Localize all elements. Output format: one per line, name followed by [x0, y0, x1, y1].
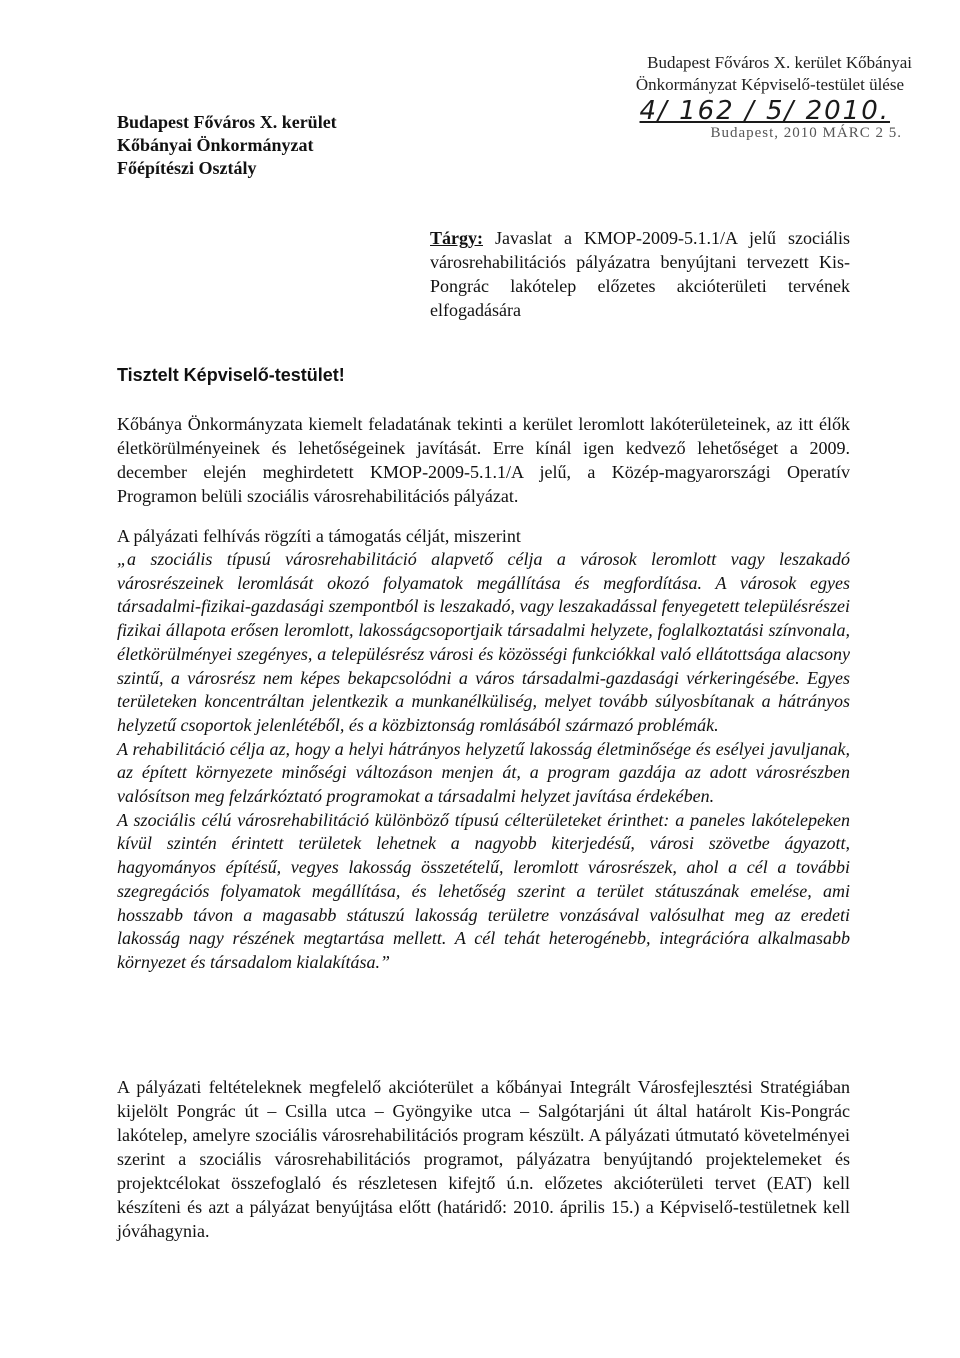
quote-paragraph-3: A szociális célú városrehabilitáció különböző típusú célterületeket érinthet: a paneles lakótelepeken kívül szintén érintett területek lehetnek a nagyobb kiterjedésű, városi szövetbe ágyazott, hagyományos építésű, vegyes lakosság összetételű, leromlott városrészek, ahol a cél a további szegregációs folyamatok megállítása, és lehetőség szerint a terület státuszának emelése, ami hosszabb távon a magasabb státuszú lakosság területre vonzásával valósulhat meg az eredeti lakosság nagy részének megtartása mellett. A cél tehát heterogénebb, integrációra alkalmasabb környezet és társadalom kialakítása.”: [117, 809, 850, 972]
subject-text: Javaslat a KMOP-2009-5.1.1/A jelű szociális városrehabilitációs pályázatra benyújtani tervezett Kis-Pongrác lakótelep előzetes akcióterületi tervének elfogadására: [430, 228, 851, 320]
stamp-date-line: Budapest, 2010 MÁRC 2 5.: [710, 125, 902, 141]
quotation-block: [117, 548, 850, 975]
stamp-line-1: Budapest Főváros X. kerület Kőbányai: [647, 53, 912, 72]
sender-line-1: Budapest Főváros X. kerület: [117, 112, 337, 132]
stamp-line-2: Önkormányzat Képviselő-testület ülése: [635, 75, 904, 94]
sender-line-2: Kőbányai Önkormányzat: [117, 135, 314, 155]
subject-block: [430, 226, 850, 322]
registration-stamp: [612, 52, 912, 144]
quote-paragraph-1: „a szociális típusú városrehabilitáció alapvető célja a városok leromlott vagy leszakadó városrészeinek leromlását okozó folyamatok megállítása és megfordítása. A városok egyes társadalmi-fizikai-gazdasági szempontból is leszakadó, vagy leszakadással fenyegetett településrészei fizikai állapota erősen leromlott, lakosságcsoportjaik társadalmi helyzete, foglalkoztatási színvonala, életkörülményei szegényes, a településrész városi és közösségi funkciókkal való ellátottsága alacsony szintű, a városrész nem képes bekapcsolódni a város társadalmi-gazdasági vérkeringésébe. Egyes területeken koncentráltan jelentkezik a munkanélküliség, melyet tovább súlyosbítanak a hátrányos helyzetű csoportok jelenlétéből, és a közbiztonság romlásából származó problémák.: [117, 549, 850, 735]
subject-label: Tárgy:: [430, 228, 483, 248]
stamp-handwritten-number: 4/ 162 / 5/ 2010.: [639, 96, 890, 126]
sender-block: [117, 111, 337, 180]
paragraph-2-intro: A pályázati felhívás rögzíti a támogatás célját, miszerint: [117, 526, 521, 546]
quote-paragraph-2: A rehabilitáció célja az, hogy a helyi hátrányos helyzetű lakosság életminősége és esélyei javuljanak, az épített környezete minőségi változáson menjen át, a program gazdája az adott városrészben valósítson meg felzárkóztató programokat a társadalmi helyzet javítása érdekében.: [117, 738, 850, 807]
sender-line-3: Főépítészi Osztály: [117, 158, 257, 178]
paragraph-1: Kőbánya Önkormányzata kiemelt feladatának tekinti a kerület leromlott lakóterületeinek, az itt élők életkörülményeinek és lehetőségeinek javítását. Erre kínál igen kedvező lehetőséget a 2009. december elején meghirdetett KMOP-2009-5.1.1/A jelű, a Közép-magyarországi Operatív Programon belüli szociális városrehabilitációs pályázat.: [117, 414, 850, 506]
salutation: Tisztelt Képviselő-testület!: [117, 365, 345, 385]
paragraph-3: A pályázati feltételeknek megfelelő akcióterület a kőbányai Integrált Városfejlesztési Stratégiában kijelölt Pongrác út – Csilla utca – Gyöngyike utca – Salgótarjáni út által határolt Kis-Pongrác lakótelep, amelyre szociális városrehabilitációs program készült. A pályázati útmutató követelményei szerint a szociális városrehabilitációs programot, pályázatra benyújtandó projektelemeket és projektcélokat összefoglaló és részletesen kifejtő ú.n. előzetes akcióterületi tervet (EAT) kell készíteni és azt a pályázat benyújtása előtt (határidő: 2010. április 15.) a Képviselő-testületnek kell jóváhagynia.: [117, 1077, 850, 1241]
